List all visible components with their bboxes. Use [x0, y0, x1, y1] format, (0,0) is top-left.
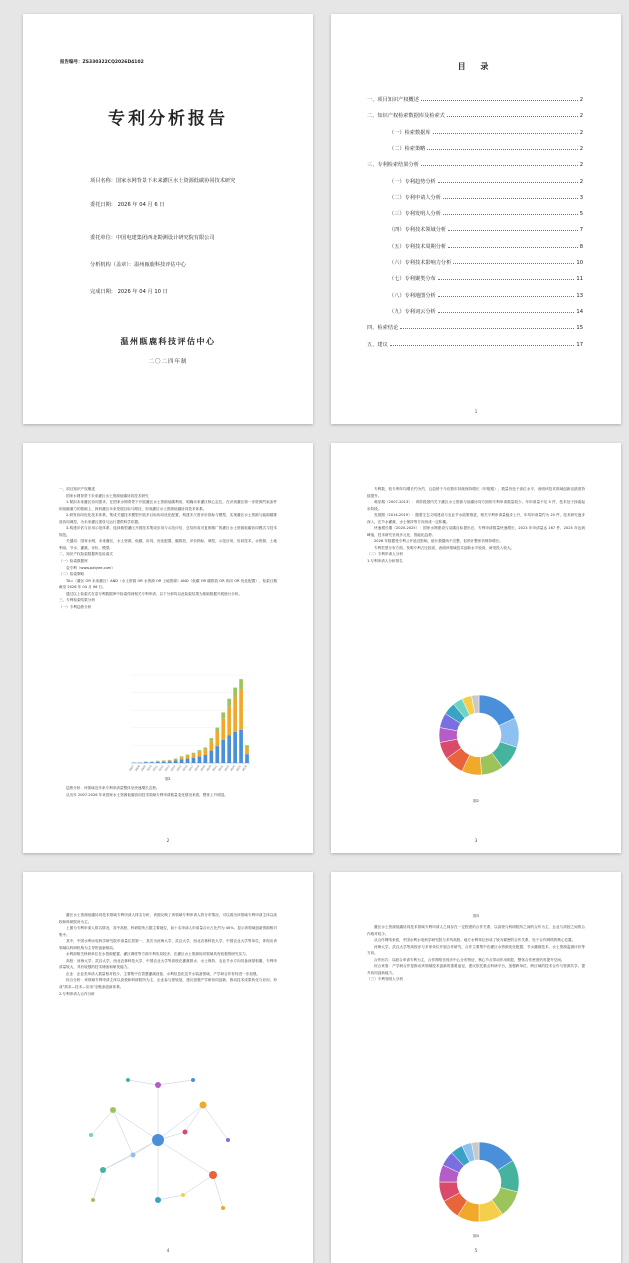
report-page-5	[331, 872, 621, 1263]
paragraph: 专利类型分布方面，发明专利占比较高，表明该领域技术创新水平较高，研发投入较大。	[374, 545, 515, 550]
cover-year: 二〇二四年制	[148, 359, 188, 365]
bar-segment	[233, 696, 237, 731]
report-page-2	[23, 443, 313, 853]
network-node	[226, 1138, 230, 1142]
toc-entry[interactable]	[389, 178, 583, 185]
paragraph: 从历年 2007-2026 年来国家水土资源低碳协同技术领域专利申请数量变化情况来看，整体上升明显。	[66, 792, 229, 797]
network-node	[181, 1193, 185, 1197]
bar-segment	[209, 751, 213, 763]
paragraph: TA=（灌区 OR 未来灌区）AND（水土资源 OR 水资源 OR 土地资源）AND（低碳 OR 碳排放 OR 协同 OR 优化配置），检索日期截至 2026 年 04 月 06 日。	[59, 578, 277, 590]
page-body-text-after-figure	[59, 785, 277, 798]
toc-entry[interactable]	[389, 308, 583, 315]
bar-segment	[204, 750, 208, 755]
bar-segment	[192, 754, 196, 758]
network-node	[131, 1153, 136, 1158]
paragraph: 一、项目知识产权概述	[59, 487, 95, 491]
bar-segment	[239, 689, 243, 730]
bar-segment	[144, 762, 148, 763]
report-number: 报告编号：ZS330322CQ2026D4102	[60, 60, 144, 65]
bar-segment	[180, 759, 184, 763]
toc-entry-label: 一、项目知识产权概述	[367, 97, 419, 103]
paragraph: 专利数，较专利年均增长约为约，且趋势于今后数年持续保持增长（申报期），数量仍处于高位水平，表明该技术领域创新活跃度持续提升。	[367, 487, 585, 498]
bar-segment	[204, 747, 208, 749]
bar-segment	[215, 732, 219, 746]
x-tick-label: 2007	[128, 764, 135, 772]
toc-leader-dots	[438, 312, 575, 313]
x-tick-label: 2013	[164, 764, 171, 772]
toc-entry[interactable]	[389, 259, 583, 266]
toc-entry[interactable]	[389, 210, 583, 217]
bar-segment	[180, 757, 184, 759]
paragraph: （二）专利申请人分析	[367, 552, 403, 557]
inventor-donut-chart	[429, 1132, 529, 1232]
x-tick-label: 2008	[134, 764, 141, 772]
bar-segment	[245, 754, 249, 763]
network-node	[209, 1171, 217, 1179]
network-node	[221, 1206, 225, 1210]
figure-caption: 图2	[473, 799, 479, 803]
page-body-text	[367, 924, 585, 983]
paragraph: 国家水网背景下未来灌区水土资源低碳协同技术研究	[66, 493, 149, 498]
toc-entry[interactable]	[389, 129, 583, 136]
page-number: 3	[474, 838, 478, 843]
toc-entry-label: （七）专利聚类分布	[389, 276, 436, 283]
toc-entry[interactable]	[389, 226, 583, 233]
x-tick-label: 2023	[223, 764, 230, 772]
toc-entry-page: 2	[579, 129, 583, 136]
cover-commission-date: 委托日期： 2026 年 04 月 6 日	[90, 202, 165, 208]
paragraph: 关键词：国家水网，未来灌区，水土资源，低碳，协同，优化配置，碳排放，评价指标，调控，示范应用，协同技术，水资源，土地利用，节水，灌溉，评价，模型。	[59, 539, 277, 550]
page-number: 1	[474, 409, 478, 414]
toc-entry-page: 7	[579, 227, 583, 234]
bar-segment	[233, 732, 237, 763]
x-tick-label: 2016	[182, 764, 189, 772]
paragraph: 壹专利（www.patyee.com）	[66, 565, 115, 570]
network-node	[126, 1078, 130, 1082]
paragraph: 三、专利检索结果分析	[59, 598, 95, 603]
paragraph: 企业：企业类申请人数量相对较少，主要集中在智慧灌溉设备、水利信息化及节水装备领域，产学研合作有待进一步加强。	[66, 971, 261, 976]
toc-entry-page: 5	[579, 211, 583, 218]
figure-caption-top: 图3	[473, 914, 479, 918]
paragraph: 合作形式：以联合申请专利为主，合作网络呈现多中心分布特征，核心节点带动作用明显，整体合作密度仍有提升空间。	[374, 957, 565, 962]
bar-segment	[156, 762, 160, 763]
network-node	[89, 1133, 93, 1137]
network-edge	[185, 1105, 203, 1132]
network-node	[200, 1102, 207, 1109]
paragraph: 从合作网络来看，中国水利水电科学研究院与多所高校、地方水利单位形成了较为紧密的合作关系，处于合作网络的核心位置。	[374, 938, 576, 943]
paragraph: 综合分析：该领域专利申请主体以高校和科研院所为主，企业参与度较低，建议加强产学研协同创新，推动技术成果转化与应用，形成"需求—技术—应用"全链条创新体系。	[59, 978, 277, 990]
toc-entry-label: 三、专利检索结果分析	[367, 162, 419, 169]
toc-entry-label: （三）专利发明人分析	[389, 211, 441, 218]
toc-entry[interactable]	[389, 275, 583, 282]
bar-segment	[192, 753, 196, 754]
page-body-text	[367, 486, 585, 565]
toc-entry-label: 二、知识产权检索数据库及检索式	[367, 113, 445, 120]
bar-segment	[198, 750, 202, 752]
bar-segment	[180, 756, 184, 757]
toc-leader-dots	[438, 182, 578, 183]
paragraph: 通过以上检索式在壹专利数据库中检索得到相关专利申请，以下分析均以此检索结果为基础数据开展统计分析。	[66, 591, 243, 596]
report-page-4	[23, 872, 313, 1263]
toc-entry[interactable]	[367, 341, 583, 348]
toc-entry-label: 五、建议	[367, 341, 388, 348]
toc-entry-page: 11	[576, 276, 583, 283]
toc-entry[interactable]	[389, 243, 583, 250]
toc-entry-page: 2	[579, 97, 583, 103]
toc-leader-dots	[427, 149, 577, 150]
toc-leader-dots	[421, 100, 578, 101]
paragraph: 二、知识产权检索数据库及检索式	[59, 552, 113, 557]
bar-segment	[233, 688, 237, 697]
paragraph: （三）专利发明人分析	[367, 977, 403, 982]
bar-segment	[162, 761, 166, 762]
bar-segment	[221, 719, 225, 740]
paragraph: 趋势分析：该领域近年来专利申请量整体呈快速增长态势。	[66, 786, 160, 790]
toc-entry-page: 8	[579, 243, 583, 250]
toc-leader-dots	[448, 247, 578, 248]
bar-segment	[174, 760, 178, 763]
bar-segment	[215, 728, 219, 732]
bar-segment	[174, 759, 178, 760]
bar-segment	[227, 707, 231, 736]
paragraph: 灌区水土资源低碳协同技术领域专利申请人之间存在一定程度的合作关系，以高校与科研院所之间的合作为主，企业与高校之间的合作相对较少。	[367, 925, 585, 936]
toc-leader-dots	[390, 345, 575, 346]
toc-entry[interactable]	[367, 161, 583, 168]
cover-title: 专利分析报告	[108, 109, 228, 129]
x-tick-label: 2014	[170, 764, 177, 772]
toc-entry-page: 17	[576, 341, 583, 348]
network-edge	[93, 1170, 103, 1200]
toc-page	[331, 14, 621, 424]
toc-entry-label: （八）专利地图分析	[389, 292, 436, 299]
toc-leader-dots	[443, 214, 578, 215]
network-edge	[158, 1195, 183, 1200]
bar-segment	[162, 762, 166, 763]
x-tick-label: 2020	[205, 764, 213, 772]
network-node	[100, 1167, 106, 1173]
toc-entry-label: （二）检索策略	[389, 145, 426, 152]
network-node	[191, 1078, 195, 1082]
toc-leader-dots	[438, 296, 575, 297]
paragraph: 2026 年数据受专利公开延迟影响，统计数据尚不完整，但预计整体仍保持增长。	[374, 539, 503, 544]
cover-organization: 温州瓯鹿科技评估中心	[120, 336, 216, 346]
page-body-text	[59, 912, 277, 997]
toc-entry-label: （一）专利趋势分析	[389, 178, 436, 185]
toc-entry[interactable]	[367, 112, 583, 119]
paragraph: （一）专利趋势分析	[59, 604, 92, 609]
toc-entry-page: 2	[579, 145, 583, 152]
network-node	[152, 1134, 164, 1146]
toc-entry-page: 14	[576, 308, 583, 315]
network-edge	[91, 1110, 113, 1135]
trend-bar-chart	[121, 671, 253, 775]
toc-entry-page: 3	[579, 194, 583, 201]
network-edge	[158, 1080, 193, 1085]
toc-entry[interactable]	[389, 194, 583, 201]
bar-segment	[245, 747, 249, 754]
cover-finish-date: 完成日期： 2026 年 04 月 10 日	[90, 289, 168, 295]
bar-segment	[239, 730, 243, 763]
network-edge	[128, 1080, 158, 1085]
paragraph: 灌区水土资源低碳协同技术领域专利申请人排名分析，该图反映了该领域专利申请人的分布情况，可以看出该领域专利申请主体以高校和科研院所为主。	[59, 913, 277, 924]
toc-entry-label: （二）专利申请人分析	[389, 194, 441, 201]
x-tick-label: 2012	[158, 764, 165, 772]
network-edge	[213, 1175, 223, 1208]
applicant-donut-chart	[437, 693, 521, 777]
bar-segment	[186, 756, 190, 759]
toc-entry-label: （九）专利词云分析	[389, 308, 436, 315]
toc-entry-page: 10	[576, 260, 583, 266]
x-tick-label: 2009	[140, 764, 147, 772]
page-number: 5	[474, 1248, 478, 1253]
paragraph: （一）检索数据库	[59, 559, 88, 564]
x-tick-label: 2019	[199, 764, 207, 772]
x-tick-label: 2026	[241, 764, 248, 772]
toc-entry-label: （四）专利技术领域分析	[389, 227, 447, 234]
paragraph: 综合来看：产学研合作是推动该领域技术创新的重要途径，建议依托重点科研平台，加强跨单位、跨区域的技术合作与资源共享，提升协同创新能力。	[367, 964, 585, 975]
toc-leader-dots	[447, 116, 578, 117]
toc-leader-dots	[400, 328, 574, 329]
x-tick-label: 2015	[176, 764, 183, 772]
toc-entry-page: 2	[579, 162, 583, 169]
toc-leader-dots	[453, 263, 574, 264]
bar-segment	[209, 742, 213, 751]
paragraph: 快速增长期（2020-2025）：国家水网建设与双碳目标提出后，专利申请数量快速增长，2023 年申请量达 167 件，2025 年达到峰值，技术研究呈现多元化、智能化趋势。	[367, 526, 585, 537]
bar-segment	[204, 755, 208, 763]
paragraph: 3.构建评估与应用示范体系，选择典型灌区开展技术集成应用与示范评估，总结形成可复制推广的灌区水土资源低碳协同模式与技术规范。	[59, 526, 277, 537]
bar-segment	[221, 712, 225, 718]
x-tick-label: 2024	[229, 764, 236, 772]
cover-page	[23, 14, 313, 424]
paragraph: 1.专利申请人分析排名	[367, 559, 403, 564]
toc-entry-page: 2	[579, 178, 583, 185]
toc-entry-label: （五）专利技术周期分析	[389, 243, 447, 250]
toc-entry-page: 13	[576, 292, 583, 299]
paragraph: 上图为专利申请人排名情况，其中高校、科研院所占据主要地位，前十名申请人申请量合计占比约为 40%，显示该领域创新资源相对集中。	[59, 926, 277, 937]
network-node	[155, 1082, 161, 1088]
paragraph: （二）检索策略	[59, 572, 85, 577]
toc-entry[interactable]	[389, 145, 583, 152]
cover-project-name: 项目名称：国家水网背景下未来灌区水土资源低碳协同技术研究	[90, 178, 236, 184]
bar-segment	[215, 746, 219, 763]
bar-segment	[168, 761, 172, 763]
figure-caption: 图1	[165, 777, 171, 781]
network-edge	[183, 1175, 213, 1195]
toc-leader-dots	[438, 279, 575, 280]
toc-leader-dots	[448, 230, 578, 231]
bar-segment	[227, 699, 231, 707]
cover-client: 委托单位：中国电建集团西北勘测设计研究院有限公司	[90, 235, 215, 241]
bar-segment	[245, 745, 249, 747]
x-tick-label: 2010	[146, 764, 153, 772]
network-edge	[158, 1105, 203, 1140]
x-tick-label: 2025	[235, 764, 242, 772]
toc-heading: 目 录	[457, 62, 495, 71]
paragraph: 水利部相关科研单位在水资源配置、灌区调度等方面专利布局较多，在灌区水土资源协同领域具有较强的研究实力。	[66, 952, 250, 957]
toc-leader-dots	[443, 198, 578, 199]
page-body-text	[59, 486, 277, 610]
page-number: 2	[166, 838, 170, 843]
paragraph: 其中，中国水利水电科学研究院申请量位居第一，其次为河海大学、武汉大学、西北农林科技大学、中国农业大学等单位，体现出该领域以科研机构为主导的创新格局。	[59, 939, 277, 950]
cover-analysis-org: 分析机构（盖章）：温州瓯鹿科技评估中心	[90, 262, 186, 268]
bar-segment	[198, 752, 202, 756]
bar-segment	[150, 762, 154, 763]
network-node	[155, 1197, 161, 1203]
applicant-cooperation-network	[73, 1060, 243, 1220]
bar-segment	[186, 759, 190, 763]
paragraph: 2.研发协同优化技术体系，集成关键技术模型开展多目标协同优化配置，构建多尺度评价指标与模型，实现灌区水土资源与能源碳排放协同调控，为未来灌区建设与运行提供科学依据。	[59, 513, 277, 524]
toc-leader-dots	[433, 133, 578, 134]
paragraph: 2.专利申请人合作分析	[59, 991, 95, 996]
toc-entry-label: （六）专利技术影响力分析	[389, 260, 452, 266]
x-tick-label: 2018	[193, 764, 201, 772]
page-number: 4	[166, 1248, 170, 1253]
bar-segment	[168, 760, 172, 761]
toc-entry-label: （一）检索数据库	[389, 129, 431, 136]
toc-entry-label: 四、检索结论	[367, 325, 399, 332]
network-node	[183, 1130, 188, 1135]
x-tick-label: 2022	[217, 764, 225, 772]
toc-entry-page: 15	[576, 325, 583, 332]
network-edge	[158, 1140, 213, 1175]
bar-segment	[209, 738, 213, 742]
x-tick-label: 2017	[188, 764, 195, 772]
paragraph: 萌芽期（2007-2013）：该阶段国内关于灌区水土资源与低碳协同方面的专利申请数量较少，年申请量不足 5 件，技术处于探索起步阶段。	[367, 500, 585, 511]
toc-entry-page: 2	[579, 113, 583, 120]
x-tick-label: 2011	[152, 764, 159, 772]
bar-segment	[186, 755, 190, 756]
bar-segment	[239, 679, 243, 689]
network-node	[91, 1198, 95, 1202]
report-page-3	[331, 443, 621, 853]
bar-segment	[227, 736, 231, 763]
network-edge	[103, 1155, 133, 1170]
bar-segment	[192, 758, 196, 763]
figure-caption: 图4	[473, 1234, 479, 1238]
network-edge	[203, 1105, 228, 1140]
toc-entry[interactable]	[389, 292, 583, 299]
toc-entry[interactable]	[367, 324, 583, 331]
paragraph: 高校：河海大学、武汉大学、西北农林科技大学、中国农业大学等高校在灌溉排水、水土保持、农业节水方向具备深厚积累，专利申请量较大，具有较强的技术储备和研发能力。	[59, 958, 277, 970]
network-node	[110, 1107, 116, 1113]
paragraph: 发展期（2014-2019）：随着生态文明建设与农业节水政策推进，相关专利申请量稳步上升，年均申请量约为 20 件，技术研究逐步深入，在节水灌溉、水土保持等方向形成一定积累。	[367, 513, 585, 524]
bar-segment	[221, 740, 225, 763]
toc-entry[interactable]	[367, 96, 583, 103]
paragraph: 1.紧扣未来灌区协同需求，在国家水网背景下开展灌区水土资源低碳利用，明确未来灌区核心定位，在识别灌区第一步资源约束条件和低碳潜力的基础上，探析灌区未来发展目标与路径，形成灌区水土资源低碳协同技术体系。	[59, 500, 277, 511]
paragraph: 河海大学、武汉大学等高校亦与多家单位开展合作研究，合作主要集中在灌区水资源优化配置、节水灌溉技术、水土资源监测评价等方向。	[367, 944, 585, 956]
toc-leader-dots	[421, 165, 578, 166]
x-tick-label: 2021	[211, 764, 219, 772]
bar-segment	[198, 756, 202, 763]
